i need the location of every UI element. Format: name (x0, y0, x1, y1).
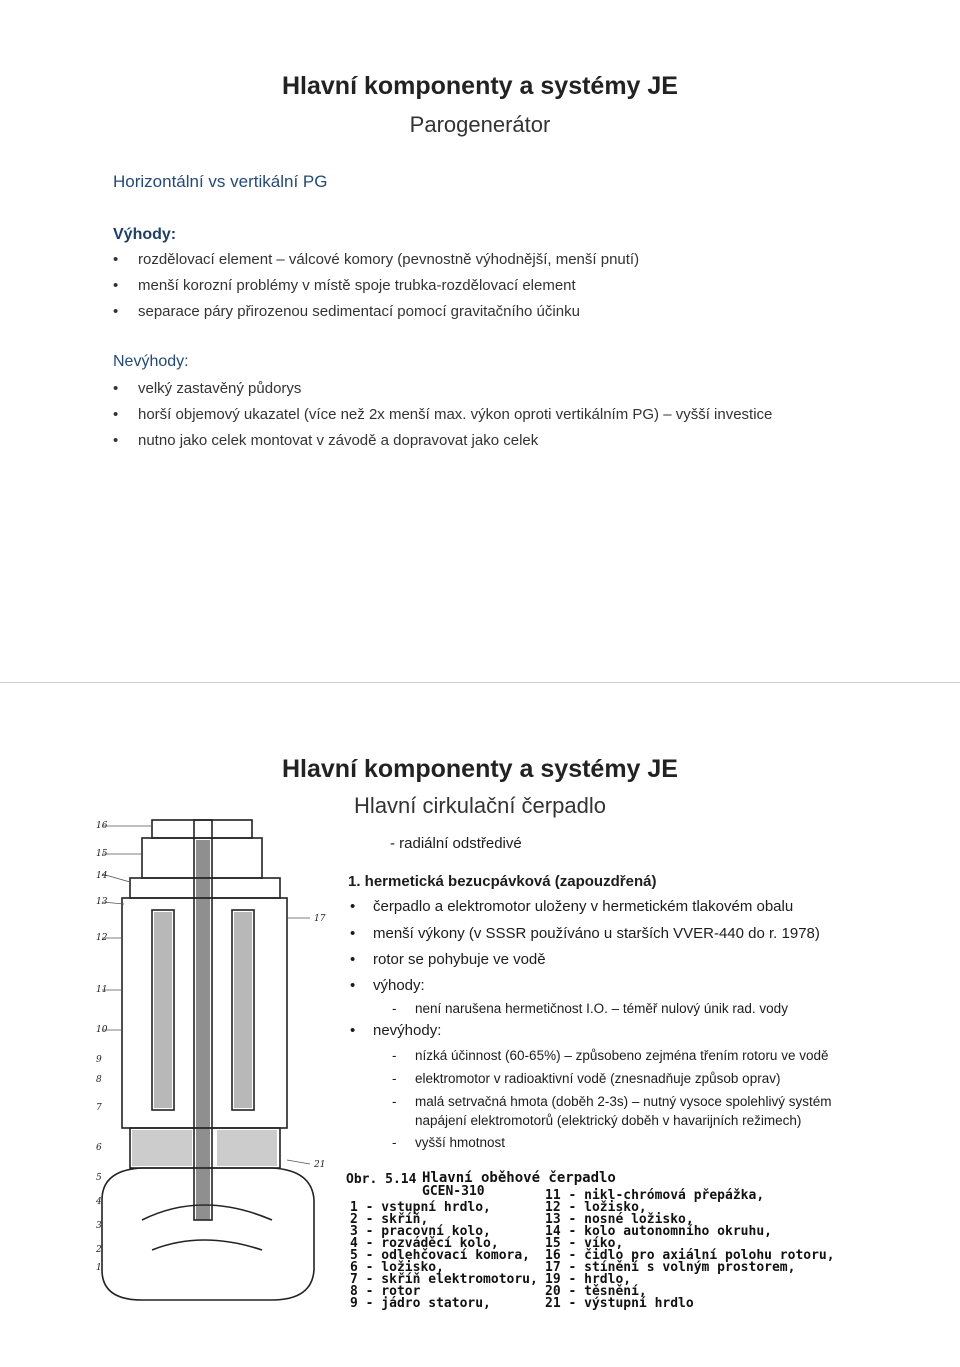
figure-legend (340, 1160, 835, 1311)
legend-right-item: 12 - ložisko, (545, 1200, 647, 1215)
dash: - (392, 1135, 397, 1150)
slide-title: Hlavní komponenty a systémy JE (282, 72, 678, 100)
legend-left-item: 4 - rozváděcí kolo, (350, 1236, 499, 1251)
legend-left-item: 6 - ložisko, (350, 1260, 444, 1275)
legend-left-item: 3 - pracovní kolo, (350, 1224, 491, 1239)
advantages-label: Výhody: (113, 226, 177, 243)
legend-right-item: 11 - nikl-chrómová přepážka, (545, 1188, 765, 1203)
drawing-label: 10 (96, 1025, 108, 1035)
cons-label: nevýhody: (373, 1022, 442, 1039)
legend-right-item: 17 - stínění s volným prostorem, (545, 1260, 796, 1275)
legend-right-item: 15 - víko, (545, 1236, 624, 1251)
figure-title: Hlavní oběhové čerpadlo (422, 1170, 616, 1186)
disadvantages-label: Nevýhody: (113, 353, 189, 370)
legend-left-item: 9 - jádro statoru, (350, 1296, 491, 1311)
drawing-label: 3 (96, 1221, 102, 1231)
bullet-item: • (350, 925, 356, 942)
point-heading: 1. hermetická bezucpávková (zapouzdřená) (348, 873, 657, 890)
bullet-text: výhody: (373, 977, 425, 994)
section-heading: Horizontální vs vertikální PG (113, 172, 328, 191)
legend-right-item: 13 - nosné ložisko, (545, 1212, 694, 1227)
legend-left-item: 1 - vstupní hrdlo, (350, 1200, 491, 1215)
cons-item: nízká účinnost (60-65%) – způsobeno zejména třením rotoru ve vodě (415, 1048, 829, 1063)
legend-right-item: 21 - výstupní hrdlo (545, 1296, 694, 1311)
drawing-label: 14 (96, 871, 108, 881)
drawing-label: 2 (96, 1245, 102, 1255)
drawing-label: 8 (96, 1075, 102, 1085)
pros-item: není narušena hermetičnost I.O. – téměř nulový únik rad. vody (415, 1001, 788, 1016)
bullet-item: • (350, 951, 356, 968)
drawing-label: 5 (96, 1173, 102, 1183)
drawing-label: 13 (96, 897, 108, 907)
drawing-label: 7 (96, 1103, 102, 1113)
dash: - (392, 1094, 397, 1109)
bullet-item: • (350, 1022, 356, 1039)
figure-number: Obr. 5.14 (346, 1172, 417, 1187)
legend-right-item: 16 - čidlo pro axiální polohu rotoru, (545, 1248, 835, 1263)
cons-item: vyšší hmotnost (415, 1135, 506, 1150)
slide-parogenerator: Hlavní komponenty a systémy JE Parogenerátor Horizontální vs vertikální PG Výhody: • rozdělovací element – válcové komory (pevnostně výhodnější, menší pnutí) • menší korozní problémy v místě spoje trubka-rozdělovací element • separace páry přirozenou sedimentací pomocí gravitačního účinku Nevýhody: • velký zastavěný půdorys • horší objemový ukazatel (více než 2x menší max. výkon oproti vertikálním PG) – vyšší investice • nutno jako celek montovat v závodě a dopravovat jako celek (0, 0, 960, 683)
legend-right-item: 14 - kolo autonomního okruhu, (545, 1224, 772, 1239)
bullet-text: čerpadlo a elektromotor uloženy v hermetickém tlakovém obalu (373, 898, 794, 915)
drawing-label: 9 (96, 1055, 102, 1065)
drawing-label: 21 (314, 1160, 326, 1170)
drawing-label: 15 (96, 849, 108, 859)
legend-left-item: 8 - rotor (350, 1284, 421, 1299)
legend-left-item: 7 - skříň elektromotoru, (350, 1272, 538, 1287)
drawing-label: 1 (96, 1263, 102, 1273)
cons-item: elektromotor v radioaktivní vodě (znesnadňuje způsob oprav) (415, 1071, 781, 1086)
bullet-item: • (350, 898, 356, 915)
figure-model: GCEN-310 (422, 1184, 485, 1199)
slide-title: Hlavní komponenty a systémy JE (282, 755, 678, 783)
drawing-label: 6 (96, 1143, 102, 1153)
drawing-label: 17 (314, 914, 326, 924)
cons-item: napájení elektromotorů (elektrický doběh v havarijních režimech) (415, 1113, 802, 1128)
dash: - (392, 1001, 397, 1016)
cons-item: malá setrvačná hmota (doběh 2-3s) – nutný vysoce spolehlivý systém (415, 1094, 832, 1109)
drawing-label: 12 (96, 933, 108, 943)
bullet-text: rotor se pohybuje ve vodě (373, 951, 546, 968)
drawing-label: 16 (96, 821, 108, 831)
bullet-text: menší výkony (v SSSR používáno u starších VVER-440 do r. 1978) (373, 925, 820, 942)
legend-right-item: 19 - hrdlo, (545, 1272, 632, 1287)
slide-subtitle: Parogenerátor (409, 112, 551, 137)
legend-left-item: 5 - odlehčovací komora, (350, 1248, 531, 1263)
drawing-label: 4 (96, 1197, 102, 1207)
drawing-label: 11 (96, 985, 108, 995)
legend-left-item: 2 - skříň, (350, 1212, 429, 1227)
dash: - (392, 1048, 397, 1063)
slide-subtitle: Hlavní cirkulační čerpadlo (354, 793, 606, 818)
pump-type-line: - radiální odstředivé (390, 835, 522, 852)
pump-cross-section-drawing (82, 800, 338, 1310)
bullet-item: • (350, 977, 356, 994)
dash: - (392, 1071, 397, 1086)
legend-right-item: 20 - těsnění, (545, 1284, 647, 1299)
